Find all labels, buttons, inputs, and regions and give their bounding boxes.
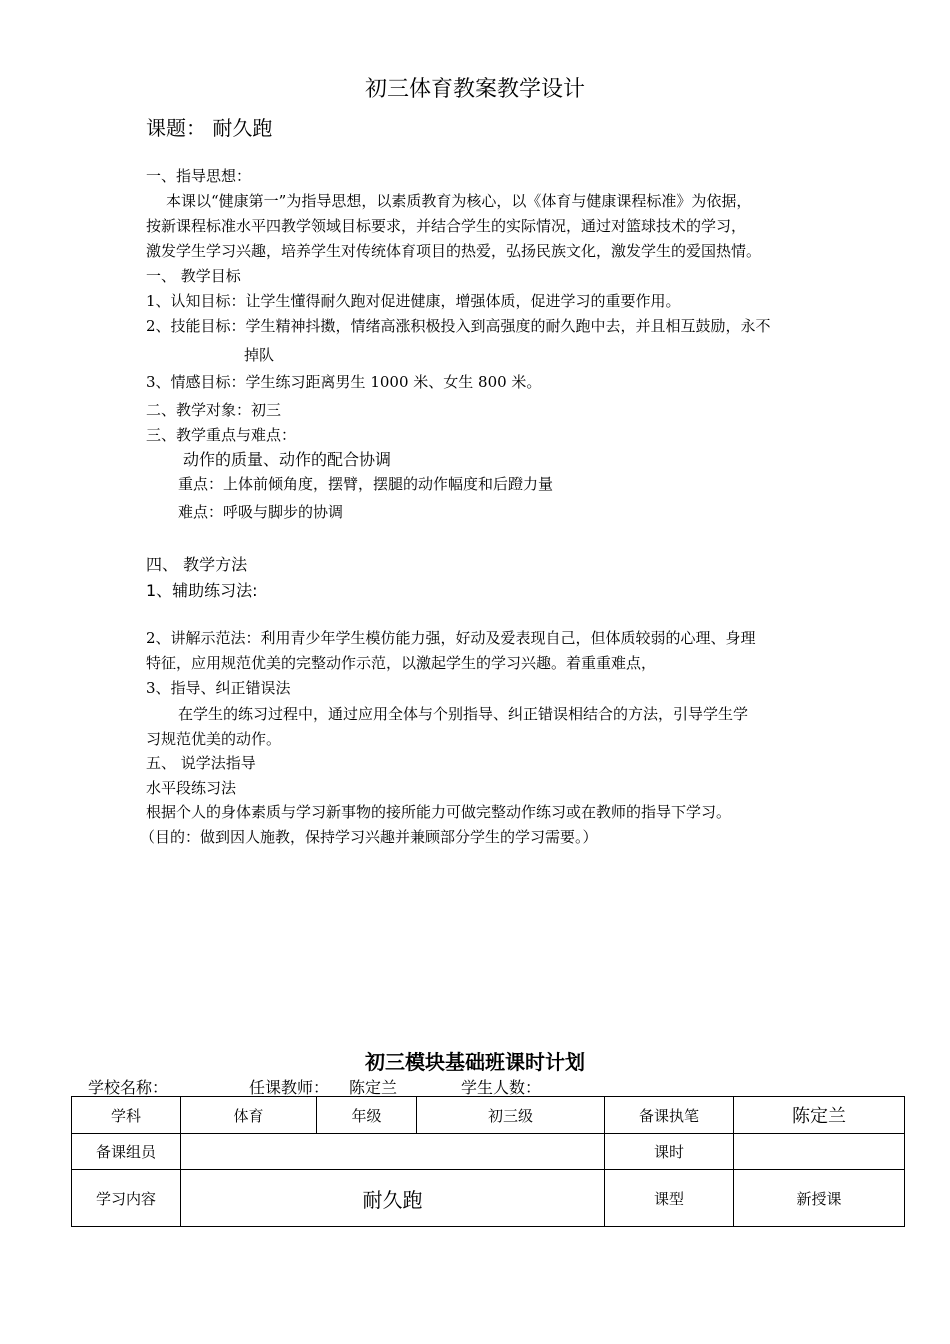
key-point: 重点：上体前倾角度，摆臂，摆腿的动作幅度和后蹬力量 xyxy=(178,475,554,493)
table-cell: 备课执笔 xyxy=(605,1097,734,1134)
method-item: 2、讲解示范法：利用青少年学生模仿能力强，好动及爱表现自己，但体质较弱的心理、身理 xyxy=(146,629,756,647)
table-row xyxy=(72,1170,905,1227)
method-item: 3、指导、纠正错误法 xyxy=(146,679,291,697)
difficult-point: 难点：呼吸与脚步的协调 xyxy=(178,503,344,521)
paragraph-line: 本课以“健康第一”为指导思想，以素质教育为核心，以《体育与健康课程标准》为依据， xyxy=(166,192,752,210)
goal-item: 3、情感目标：学生练习距离男生 1000 米、女生 800 米。 xyxy=(146,373,542,391)
table-row xyxy=(72,1134,905,1170)
method-item: 1、辅助练习法: xyxy=(146,581,258,600)
table-cell xyxy=(181,1134,605,1170)
teacher-label: 任课教师： xyxy=(249,1078,330,1097)
table-cell: 新授课 xyxy=(734,1170,905,1227)
paragraph-line: 在学生的练习过程中，通过应用全体与个别指导、纠正错误相结合的方法，引导学生学 xyxy=(178,705,749,723)
table-cell: 学科 xyxy=(72,1097,181,1134)
section-heading: 五、 说学法指导 xyxy=(146,754,256,772)
emphasis-line: 动作的质量、动作的配合协调 xyxy=(183,450,392,469)
table-row xyxy=(72,1097,905,1134)
lesson-subject: 课题： 耐久跑 xyxy=(146,116,273,140)
table-cell: 体育 xyxy=(181,1097,317,1134)
section-heading: 一、 教学目标 xyxy=(146,267,241,285)
table-cell: 课型 xyxy=(605,1170,734,1227)
table-cell: 年级 xyxy=(317,1097,417,1134)
table-cell xyxy=(734,1134,905,1170)
table-cell: 备课组员 xyxy=(72,1134,181,1170)
goal-item: 1、认知目标：让学生懂得耐久跑对促进健康，增强体质，促进学习的重要作用。 xyxy=(146,292,681,310)
paragraph-line: 根据个人的身体素质与学习新事物的接所能力可做完整动作练习或在教师的指导下学习。 xyxy=(146,803,732,821)
goal-item-continued: 掉队 xyxy=(244,346,275,364)
teaching-target: 二、教学对象：初三 xyxy=(146,401,282,419)
table-cell: 耐久跑 xyxy=(181,1170,605,1227)
paragraph-line: 激发学生学习兴趣，培养学生对传统体育项目的热爱，弘扬民族文化，激发学生的爱国热情。 xyxy=(146,242,762,260)
students-label: 学生人数： xyxy=(461,1078,542,1097)
table-cell: 陈定兰 xyxy=(734,1097,905,1134)
section-heading: 四、 教学方法 xyxy=(146,555,248,574)
paragraph-line: 特征，应用规范优美的完整动作示范，以激起学生的学习兴趣。着重重难点， xyxy=(146,654,657,672)
table-cell: 课时 xyxy=(605,1134,734,1170)
table-cell: 初三级 xyxy=(417,1097,605,1134)
note-line: （目的：做到因人施教，保持学习兴趣并兼顾部分学生的学习需要。） xyxy=(140,828,598,846)
section-heading: 三、教学重点与难点： xyxy=(146,426,297,444)
table-cell: 学习内容 xyxy=(72,1170,181,1227)
paragraph-line: 习规范优美的动作。 xyxy=(146,730,282,748)
teacher-name: 陈定兰 xyxy=(349,1078,398,1097)
paragraph-line: 按新课程标准水平四教学领域目标要求，并结合学生的实际情况，通过对篮球技术的学习， xyxy=(146,217,747,235)
lesson-plan-table xyxy=(71,1096,905,1227)
goal-item: 2、技能目标：学生精神抖擞，情绪高涨积极投入到高强度的耐久跑中去，并且相互鼓励，永不 xyxy=(146,317,771,335)
subheading: 水平段练习法 xyxy=(146,779,237,797)
school-label: 学校名称： xyxy=(88,1078,169,1097)
section-heading: 一、指导思想： xyxy=(146,167,252,185)
document-title: 初三体育教案教学设计 xyxy=(364,77,585,102)
plan-title: 初三模块基础班课时计划 xyxy=(365,1050,585,1074)
